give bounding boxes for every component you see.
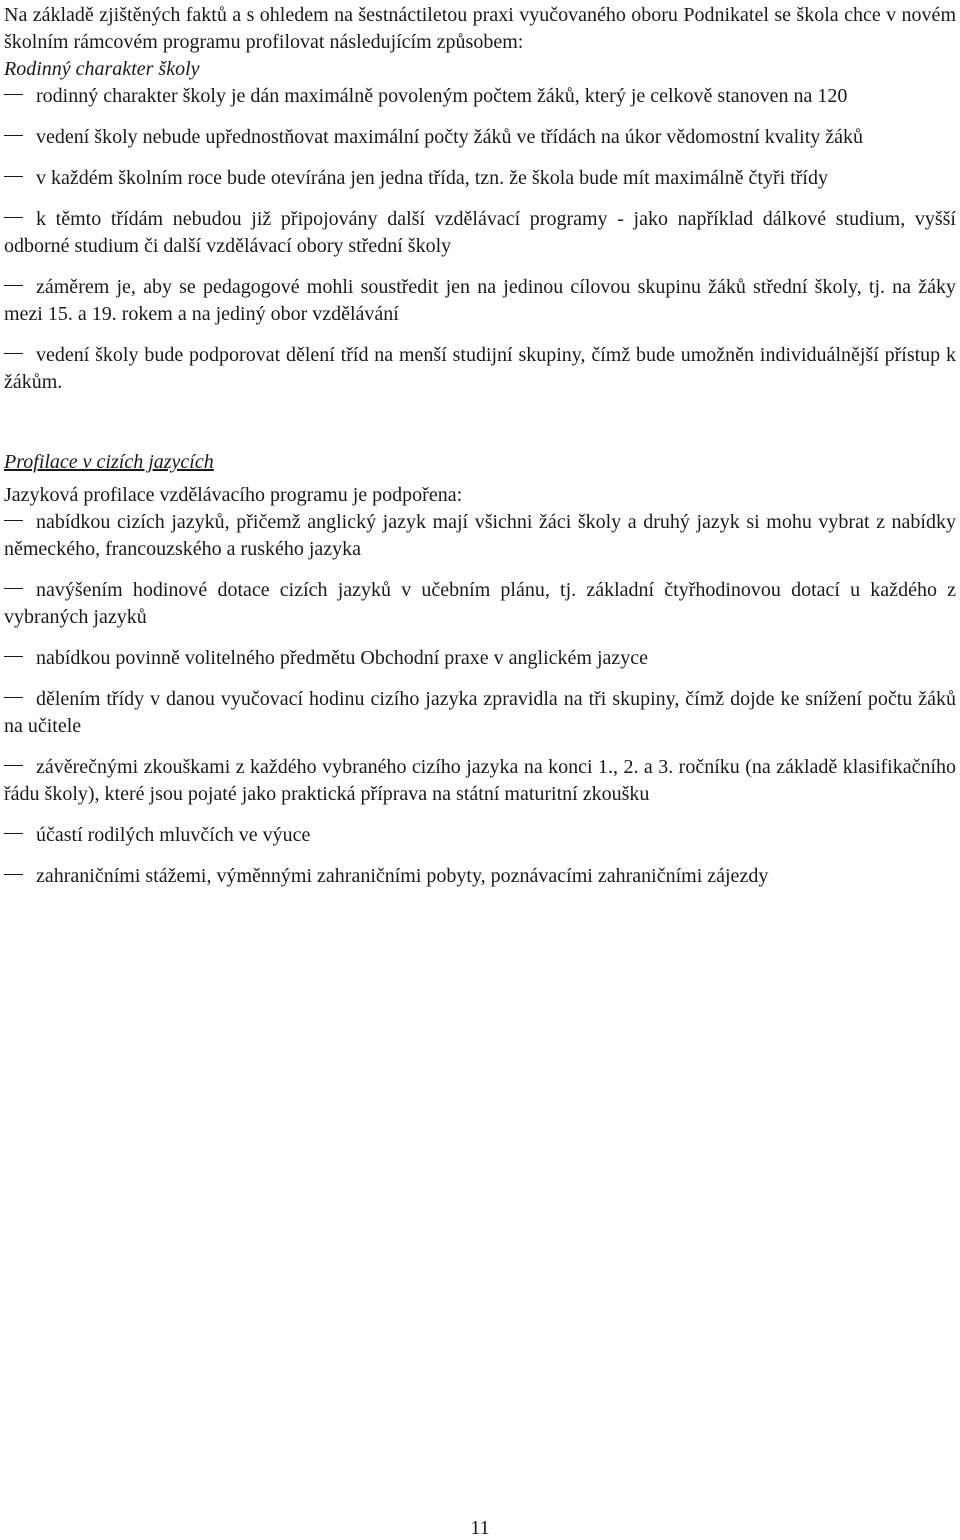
dash-bullet-icon [4,577,36,604]
document-page [4,2,956,890]
list-item: záměrem je, aby se pedagogové mohli soustředit jen na jedinou cílovou skupinu žáků střední školy, tj. na žáky mezi 15. a 19. rokem a na jediný obor vzdělávání [4,276,956,325]
list-item: závěrečnými zkouškami z každého vybraného cizího jazyka na konci 1., 2. a 3. ročníku (na základě klasifikačního řádu školy), které jsou pojaté jako praktická příprava na státní maturitní zkoušku [4,756,956,805]
section-spacer [4,396,956,449]
section-heading-languages: Profilace v cizích jazycích [4,451,214,473]
family-character-list [4,83,956,396]
languages-intro: Jazyková profilace vzdělávacího programu je podpořena: [4,484,463,506]
languages-list [4,509,956,890]
dash-bullet-icon [4,83,36,110]
dash-bullet-icon [4,274,36,301]
dash-bullet-icon [4,342,36,369]
dash-bullet-icon [4,686,36,713]
page-number: 11 [470,1517,490,1539]
list-item: zahraničními stážemi, výměnnými zahraničními pobyty, poznávacími zahraničními zájezdy [4,863,956,890]
list-item: navýšením hodinové dotace cizích jazyků v učebním plánu, tj. základní čtyřhodinovou dotací u každého z vybraných jazyků [4,579,956,628]
list-item: účastí rodilých mluvčích ve výuce [4,822,956,849]
dash-bullet-icon [4,206,36,233]
list-item: v každém školním roce bude otevírána jen jedna třída, tzn. že škola bude mít maximálně čtyři třídy [4,165,956,192]
section-heading-family-character: Rodinný charakter školy [4,58,200,80]
dash-bullet-icon [4,822,36,849]
list-item: vedení školy bude podporovat dělení tříd na menší studijní skupiny, čímž bude umožněn individuálnější přístup k žákům. [4,344,956,393]
dash-bullet-icon [4,124,36,151]
list-item: k těmto třídám nebudou již připojovány další vzdělávací programy - jako například dálkové studium, vyšší odborné studium či další vzdělávací obory střední školy [4,208,956,257]
list-item: vedení školy nebude upřednostňovat maximální počty žáků ve třídách na úkor vědomostní kvality žáků [4,124,956,151]
dash-bullet-icon [4,165,36,192]
list-item: dělením třídy v danou vyučovací hodinu cizího jazyka zpravidla na tři skupiny, čímž dojde ke snížení počtu žáků na učitele [4,688,956,737]
dash-bullet-icon [4,645,36,672]
list-item: nabídkou povinně volitelného předmětu Obchodní praxe v anglickém jazyce [4,645,956,672]
list-item: nabídkou cizích jazyků, přičemž anglický jazyk mají všichni žáci školy a druhý jazyk si mohu vybrat z nabídky německého, francouzského a ruského jazyka [4,511,956,560]
intro-paragraph: Na základě zjištěných faktů a s ohledem na šestnáctiletou praxi vyučovaného oboru Podnikatel se škola chce v novém školním rámcovém programu profilovat následujícím způsobem: [4,4,956,53]
list-item: rodinný charakter školy je dán maximálně povoleným počtem žáků, který je celkově stanoven na 120 [4,83,956,110]
dash-bullet-icon [4,863,36,890]
dash-bullet-icon [4,509,36,536]
dash-bullet-icon [4,754,36,781]
